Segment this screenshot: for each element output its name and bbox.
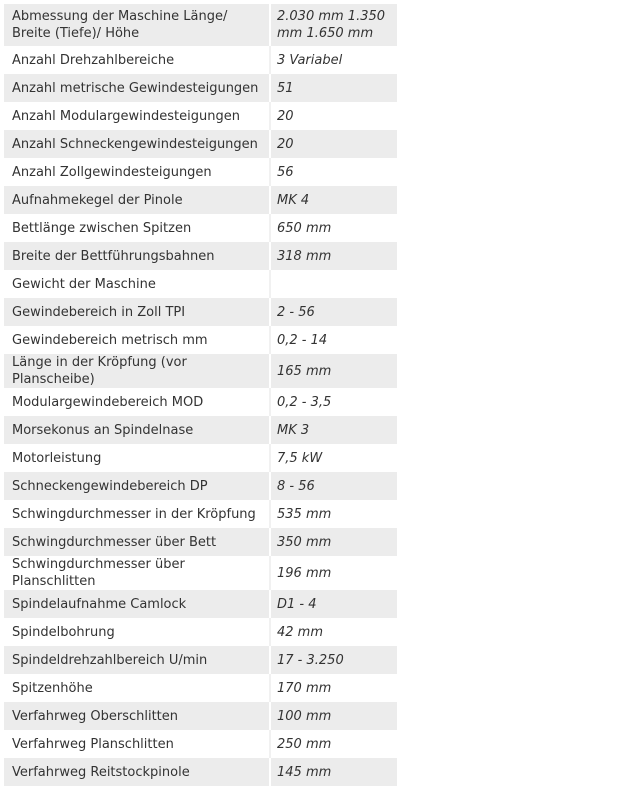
spec-value: 145 mm — [270, 758, 397, 786]
spec-label: Anzahl Drehzahlbereiche — [4, 46, 270, 74]
spec-value: MK 4 — [270, 186, 397, 214]
spec-label: Anzahl Zollgewindesteigungen — [4, 158, 270, 186]
table-row — [4, 618, 397, 646]
spec-table-body — [4, 4, 397, 786]
table-row — [4, 74, 397, 102]
spec-label: Schwingdurchmesser über Planschlitten — [4, 556, 270, 590]
table-row — [4, 528, 397, 556]
table-row — [4, 158, 397, 186]
spec-value: 51 — [270, 74, 397, 102]
spec-value: 0,2 - 14 — [270, 326, 397, 354]
spec-label: Anzahl metrische Gewindesteigungen — [4, 74, 270, 102]
spec-label: Schwingdurchmesser über Bett — [4, 528, 270, 556]
spec-label: Morsekonus an Spindelnase — [4, 416, 270, 444]
table-row — [4, 472, 397, 500]
spec-value: 3 Variabel — [270, 46, 397, 74]
spec-value: 42 mm — [270, 618, 397, 646]
spec-label: Spindeldrehzahlbereich U/min — [4, 646, 270, 674]
table-row — [4, 46, 397, 74]
spec-value: 100 mm — [270, 702, 397, 730]
table-row — [4, 730, 397, 758]
spec-value: 20 — [270, 130, 397, 158]
spec-label: Spindelbohrung — [4, 618, 270, 646]
spec-value: 250 mm — [270, 730, 397, 758]
spec-value: 196 mm — [270, 556, 397, 590]
spec-value: 350 mm — [270, 528, 397, 556]
spec-label: Spindelaufnahme Camlock — [4, 590, 270, 618]
spec-label: Aufnahmekegel der Pinole — [4, 186, 270, 214]
spec-value: MK 3 — [270, 416, 397, 444]
spec-value: 17 - 3.250 — [270, 646, 397, 674]
spec-label: Modulargewindebereich MOD — [4, 388, 270, 416]
table-row — [4, 416, 397, 444]
table-row — [4, 354, 397, 388]
spec-value: 650 mm — [270, 214, 397, 242]
spec-label: Anzahl Schneckengewindesteigungen — [4, 130, 270, 158]
spec-label: Schwingdurchmesser in der Kröpfung — [4, 500, 270, 528]
spec-label: Verfahrweg Planschlitten — [4, 730, 270, 758]
table-row — [4, 758, 397, 786]
table-row — [4, 130, 397, 158]
table-row — [4, 444, 397, 472]
spec-label: Abmessung der Maschine Länge/ Breite (Tiefe)/ Höhe — [4, 4, 270, 46]
spec-label: Gewicht der Maschine — [4, 270, 270, 298]
spec-label: Anzahl Modulargewindesteigungen — [4, 102, 270, 130]
spec-value: 56 — [270, 158, 397, 186]
table-row — [4, 214, 397, 242]
spec-value — [270, 270, 397, 298]
table-row — [4, 326, 397, 354]
spec-label: Gewindebereich in Zoll TPI — [4, 298, 270, 326]
spec-label: Motorleistung — [4, 444, 270, 472]
table-row — [4, 702, 397, 730]
spec-label: Bettlänge zwischen Spitzen — [4, 214, 270, 242]
table-row — [4, 388, 397, 416]
spec-value: 7,5 kW — [270, 444, 397, 472]
table-row — [4, 590, 397, 618]
spec-value: 8 - 56 — [270, 472, 397, 500]
spec-value: 0,2 - 3,5 — [270, 388, 397, 416]
table-row — [4, 186, 397, 214]
table-row — [4, 674, 397, 702]
spec-value: D1 - 4 — [270, 590, 397, 618]
table-row — [4, 4, 397, 46]
spec-table — [4, 4, 397, 786]
spec-label: Verfahrweg Reitstockpinole — [4, 758, 270, 786]
table-row — [4, 646, 397, 674]
table-row — [4, 102, 397, 130]
spec-value: 535 mm — [270, 500, 397, 528]
table-row — [4, 242, 397, 270]
spec-value: 165 mm — [270, 354, 397, 388]
spec-label: Breite der Bettführungsbahnen — [4, 242, 270, 270]
spec-label: Verfahrweg Oberschlitten — [4, 702, 270, 730]
table-row — [4, 270, 397, 298]
table-row — [4, 298, 397, 326]
spec-label: Länge in der Kröpfung (vor Planscheibe) — [4, 354, 270, 388]
table-row — [4, 556, 397, 590]
spec-value: 170 mm — [270, 674, 397, 702]
spec-value: 2.030 mm 1.350 mm 1.650 mm — [270, 4, 397, 46]
table-row — [4, 500, 397, 528]
spec-label: Schneckengewindebereich DP — [4, 472, 270, 500]
spec-value: 318 mm — [270, 242, 397, 270]
spec-value: 20 — [270, 102, 397, 130]
spec-label: Gewindebereich metrisch mm — [4, 326, 270, 354]
spec-value: 2 - 56 — [270, 298, 397, 326]
spec-label: Spitzenhöhe — [4, 674, 270, 702]
